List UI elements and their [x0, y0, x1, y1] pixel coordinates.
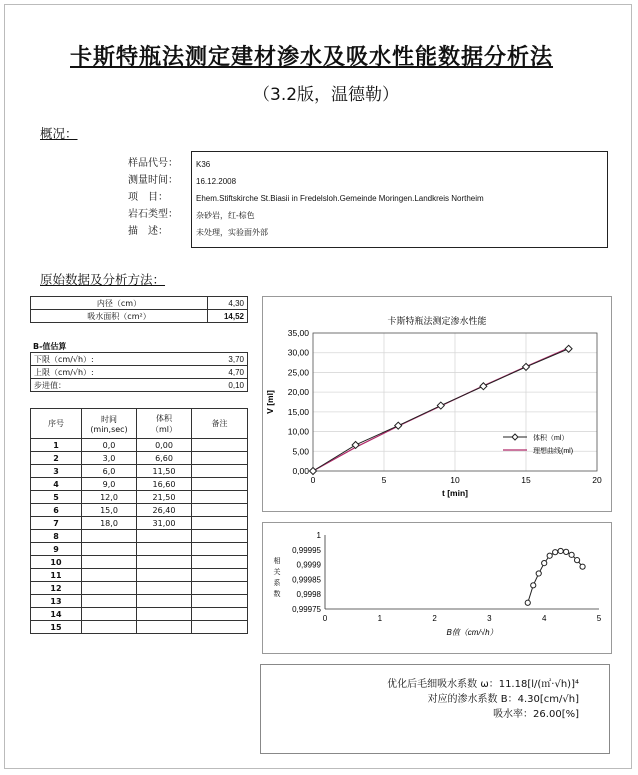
- value-description: 未处理，实验面外部: [196, 228, 268, 237]
- row-volume: 16,60: [137, 478, 192, 491]
- table-row: [31, 595, 248, 608]
- param-value: 4,30: [208, 297, 248, 310]
- label-rock-type: 岩石类型：: [128, 209, 178, 220]
- y-tick-label: 0,99985: [292, 575, 321, 585]
- data-point: [523, 363, 530, 370]
- row-remark: [192, 530, 248, 543]
- label-description: 描 述：: [128, 226, 168, 237]
- row-volume: 21,50: [137, 491, 192, 504]
- row-volume: 11,50: [137, 465, 192, 478]
- label-measure-date: 测量时间：: [128, 175, 178, 186]
- row-time: [82, 608, 137, 621]
- param-label: 内径（cm）: [31, 297, 208, 310]
- table-row: [31, 504, 248, 517]
- data-point: [580, 564, 585, 569]
- bvalue-value: 0,10: [207, 379, 248, 392]
- chart-title: 卡斯特瓶法测定渗水性能: [387, 316, 487, 326]
- param-value: 14,52: [208, 310, 248, 323]
- correlation-chart-svg: [263, 523, 611, 653]
- row-remark: [192, 556, 248, 569]
- data-point: [536, 571, 541, 576]
- row-remark: [192, 517, 248, 530]
- x-axis-label: t [min]: [442, 488, 468, 498]
- x-tick-label: 4: [541, 614, 547, 623]
- row-volume: [137, 543, 192, 556]
- bvalue-row: [31, 366, 248, 379]
- data-point: [480, 383, 487, 390]
- header-time: 时间 (min,sec): [82, 409, 137, 439]
- param-row: [31, 310, 248, 323]
- row-index: 4: [31, 478, 82, 491]
- row-remark: [192, 595, 248, 608]
- table-row: [31, 517, 248, 530]
- data-point: [525, 600, 530, 605]
- row-index: 2: [31, 452, 82, 465]
- row-volume: [137, 582, 192, 595]
- y-tick-label: 15,00: [287, 406, 309, 417]
- data-point: [553, 550, 558, 555]
- data-point: [547, 553, 552, 558]
- row-index: 10: [31, 556, 82, 569]
- legend-volume-marker: [512, 434, 518, 440]
- correlation-chart: [262, 522, 612, 654]
- row-time: [82, 543, 137, 556]
- table-row: [31, 491, 248, 504]
- volume-chart-svg: [263, 297, 611, 511]
- row-remark: [192, 621, 248, 634]
- value-project: Ehem.Stiftskirche St.Biasii in Fredelsloh.Gemeinde Moringen.Landkreis Northeim: [196, 194, 484, 203]
- row-remark: [192, 465, 248, 478]
- y-tick-label: 0,9999: [296, 560, 321, 570]
- x-tick-label: 5: [381, 475, 387, 485]
- result-b: 对应的渗水系数 B：4.30[cm/√h]: [427, 694, 579, 705]
- bvalue-heading: B-值估算: [33, 342, 67, 351]
- table-row: [31, 543, 248, 556]
- param-row: [31, 297, 248, 310]
- row-time: [82, 582, 137, 595]
- data-point: [395, 422, 402, 429]
- series-volume-line: [313, 349, 569, 471]
- table-row: [31, 530, 248, 543]
- data-point: [565, 345, 572, 352]
- result-absorption: 吸水率：26.00[%]: [493, 709, 579, 720]
- row-index: 12: [31, 582, 82, 595]
- legend-volume-label: 体积（ml）: [533, 435, 569, 442]
- row-index: 11: [31, 569, 82, 582]
- measurement-table: [30, 408, 248, 634]
- y-tick-label: 10,00: [287, 426, 309, 437]
- page-subtitle: （3.2版，温德勒）: [253, 85, 400, 105]
- y-axis-label-char: 相: [273, 558, 281, 565]
- row-time: 18,0: [82, 517, 137, 530]
- x-tick-label: 3: [487, 614, 492, 623]
- row-time: [82, 569, 137, 582]
- value-measure-date: 16.12.2008: [196, 177, 237, 186]
- y-tick-label: 25,00: [287, 367, 309, 378]
- y-axis-label-char: 系: [273, 580, 281, 587]
- header-index: 序号: [31, 409, 82, 439]
- row-volume: [137, 556, 192, 569]
- result-omega: 优化后毛细吸水系数 ω：11.18[l/(㎡·√h)]⁴: [387, 679, 579, 690]
- y-tick-label: 30,00: [287, 347, 309, 358]
- table-row: [31, 465, 248, 478]
- bvalue-value: 4,70: [207, 366, 248, 379]
- bvalue-value: 3,70: [207, 353, 248, 366]
- table-row: [31, 582, 248, 595]
- row-volume: [137, 595, 192, 608]
- data-point: [352, 441, 359, 448]
- x-axis-label: B值（cm/√h）: [446, 628, 498, 637]
- row-time: [82, 530, 137, 543]
- x-tick-label: 15: [521, 475, 531, 485]
- row-time: 9,0: [82, 478, 137, 491]
- row-volume: [137, 569, 192, 582]
- volume-chart: [262, 296, 612, 512]
- row-remark: [192, 608, 248, 621]
- row-volume: [137, 530, 192, 543]
- row-time: 3,0: [82, 452, 137, 465]
- row-volume: 6,60: [137, 452, 192, 465]
- row-index: 7: [31, 517, 82, 530]
- x-tick-label: 1: [377, 614, 383, 623]
- bvalue-label: 下限（cm/√h）:: [31, 353, 208, 366]
- data-point: [569, 552, 574, 557]
- data-point: [310, 468, 317, 475]
- params-table: [30, 296, 248, 323]
- bvalue-row: [31, 379, 248, 392]
- row-time: 12,0: [82, 491, 137, 504]
- data-point: [542, 561, 547, 566]
- y-tick-label: 0,99995: [292, 545, 321, 555]
- table-row: [31, 621, 248, 634]
- row-time: 6,0: [82, 465, 137, 478]
- table-row: [31, 452, 248, 465]
- row-index: 15: [31, 621, 82, 634]
- bvalue-row: [31, 353, 248, 366]
- y-tick-label: 5,00: [292, 446, 309, 457]
- bvalue-label: 步进值：: [31, 379, 208, 392]
- y-tick-label: 20,00: [287, 387, 309, 398]
- header-remark: 备注: [192, 409, 248, 439]
- row-time: 15,0: [82, 504, 137, 517]
- y-axis-label: V [ml]: [265, 390, 275, 414]
- y-tick-label: 0,00: [292, 466, 309, 476]
- value-rock-type: 杂砂岩，红-棕色: [196, 211, 255, 220]
- header-volume: 体积 （ml）: [137, 409, 192, 439]
- table-row: [31, 439, 248, 452]
- overview-values-box: [191, 151, 608, 248]
- data-point: [437, 402, 444, 409]
- bvalue-label: 上限（cm/√h）:: [31, 366, 208, 379]
- row-index: 14: [31, 608, 82, 621]
- overview-labels: [128, 155, 178, 240]
- y-tick-label: 0,9998: [296, 590, 321, 600]
- results-box: [260, 664, 610, 754]
- x-tick-label: 0: [322, 614, 328, 623]
- y-axis-label-char: 关: [273, 569, 281, 576]
- x-tick-label: 20: [592, 475, 602, 485]
- bvalue-table: [30, 352, 248, 392]
- row-remark: [192, 543, 248, 556]
- label-project: 项 目：: [128, 192, 168, 203]
- legend-ideal-label: 理想曲线(ml): [533, 448, 574, 455]
- row-volume: 31,00: [137, 517, 192, 530]
- row-index: 3: [31, 465, 82, 478]
- data-point: [564, 549, 569, 554]
- table-row: [31, 569, 248, 582]
- table-row: [31, 478, 248, 491]
- row-remark: [192, 569, 248, 582]
- row-remark: [192, 452, 248, 465]
- table-row: [31, 608, 248, 621]
- row-remark: [192, 504, 248, 517]
- row-time: [82, 595, 137, 608]
- data-point: [558, 548, 563, 553]
- y-tick-label: 35,00: [287, 328, 309, 338]
- table-row: [31, 556, 248, 569]
- param-label: 吸水面积（cm²）: [31, 310, 208, 323]
- measurement-header-row: [31, 409, 248, 439]
- raw-data-heading: 原始数据及分析方法：: [40, 272, 166, 287]
- row-index: 5: [31, 491, 82, 504]
- row-time: [82, 621, 137, 634]
- row-remark: [192, 478, 248, 491]
- row-volume: [137, 608, 192, 621]
- x-tick-label: 2: [432, 614, 437, 623]
- y-axis-label-char: 数: [273, 591, 281, 598]
- value-sample-code: K36: [196, 160, 211, 169]
- row-remark: [192, 439, 248, 452]
- row-time: 0,0: [82, 439, 137, 452]
- row-volume: 26,40: [137, 504, 192, 517]
- row-index: 1: [31, 439, 82, 452]
- row-remark: [192, 491, 248, 504]
- x-tick-label: 0: [310, 475, 316, 485]
- row-remark: [192, 582, 248, 595]
- y-tick-label: 1: [316, 531, 321, 540]
- page-title: 卡斯特瓶法测定建材渗水及吸水性能数据分析法: [70, 45, 554, 70]
- row-index: 8: [31, 530, 82, 543]
- row-volume: [137, 621, 192, 634]
- label-sample-code: 样品代号：: [128, 158, 178, 169]
- overview-heading: 概况：: [40, 126, 78, 141]
- x-tick-label: 10: [450, 475, 460, 485]
- row-index: 6: [31, 504, 82, 517]
- x-tick-label: 5: [596, 614, 602, 623]
- row-time: [82, 556, 137, 569]
- row-index: 9: [31, 543, 82, 556]
- data-point: [574, 558, 579, 563]
- data-point: [531, 583, 536, 588]
- y-tick-label: 0,99975: [292, 605, 321, 614]
- row-index: 13: [31, 595, 82, 608]
- row-volume: 0,00: [137, 439, 192, 452]
